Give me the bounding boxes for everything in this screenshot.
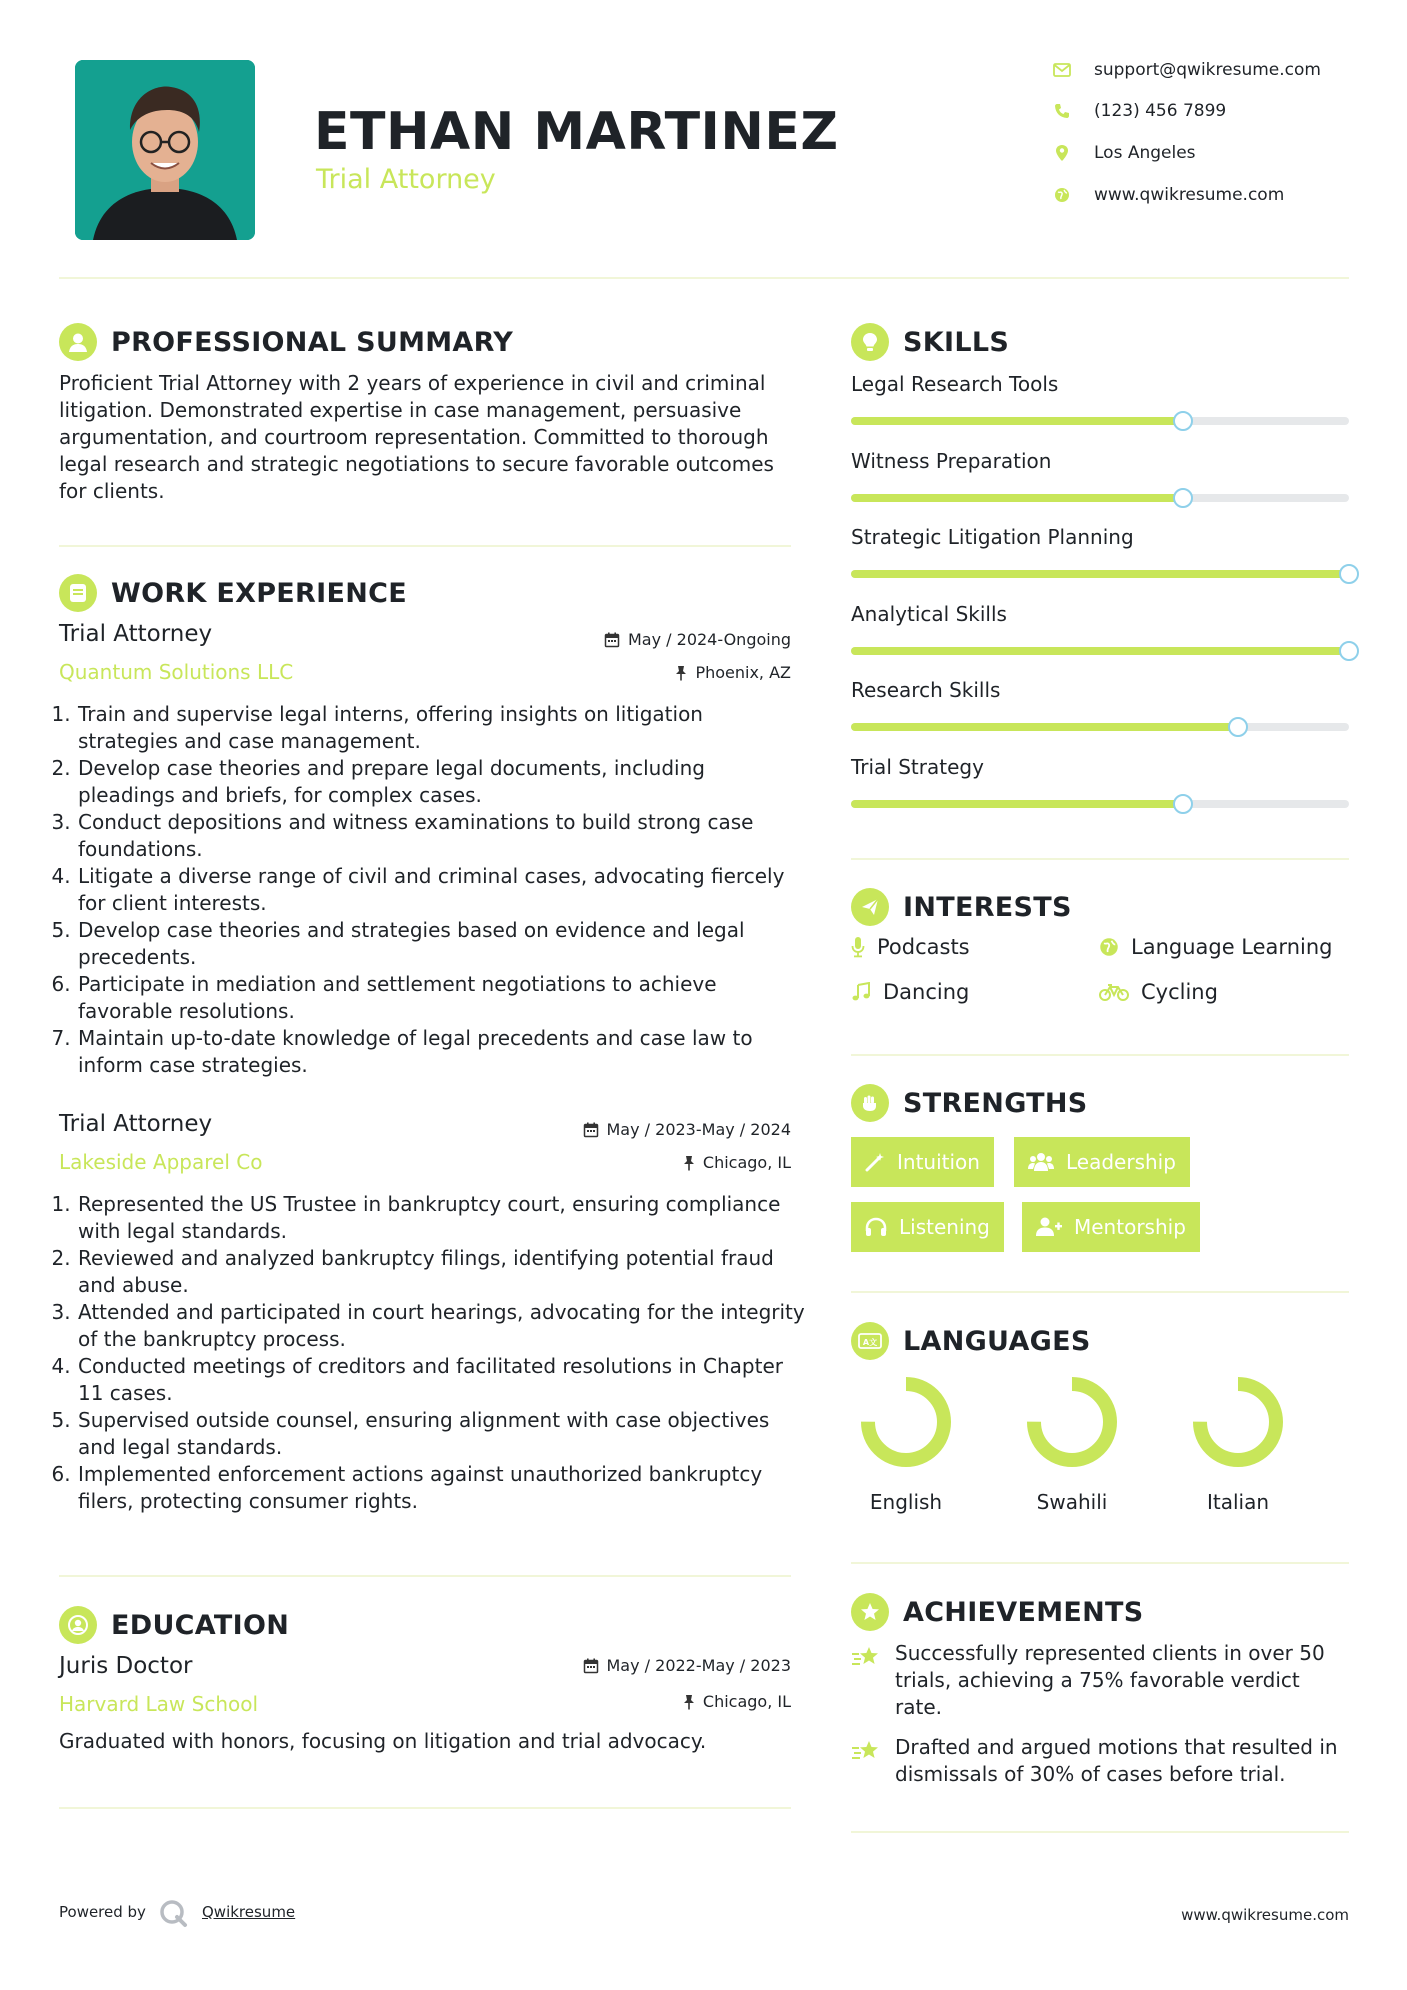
- interest-language-learning: [1099, 935, 1332, 959]
- list-item: 7. Maintain up-to-date knowledge of legal precedents and case law to inform case strategies.: [77, 1025, 807, 1079]
- achievement-text: Drafted and argued motions that resulted in dismissals of 30% of cases before trial.: [895, 1735, 1338, 1786]
- job-1-title: Trial Attorney: [59, 621, 213, 647]
- contact-location: [1052, 138, 1382, 168]
- contact-email-text: support@qwikresume.com: [1094, 60, 1321, 80]
- interests-header: [851, 887, 1072, 927]
- list-item: 2. Develop case theories and prepare legal documents, including pleadings and briefs, for complex cases.: [77, 755, 807, 809]
- education-dates-text: May / 2022-May / 2023: [606, 1656, 791, 1675]
- skill-bar-fill: [851, 494, 1183, 502]
- briefcase-icon: [59, 574, 97, 612]
- translate-icon: [851, 1322, 889, 1360]
- languages-divider: [851, 1562, 1349, 1564]
- job-1-location: [500, 663, 791, 682]
- skill-bar-track: [851, 723, 1349, 731]
- skill-label: Trial Strategy: [851, 754, 984, 779]
- skill-level-knob: [1339, 641, 1359, 661]
- footer-website-link[interactable]: www.qwikresume.com: [1181, 1906, 1349, 1924]
- skill-level-knob: [1173, 794, 1193, 814]
- globe-icon: [1099, 937, 1119, 957]
- list-item: 4. Conducted meetings of creditors and facilitated resolutions in Chapter 11 cases.: [77, 1353, 807, 1407]
- list-item: 5. Develop case theories and strategies based on evidence and legal precedents.: [77, 917, 807, 971]
- language-gauge-arc: [1200, 1384, 1276, 1460]
- achievement-text: Successfully represented clients in over 50 trials, achieving a 75% favorable verdict rate.: [895, 1641, 1325, 1719]
- language-label: English: [869, 1490, 943, 1514]
- strength-chip-listening: [851, 1202, 1004, 1252]
- envelope-icon: [1052, 60, 1072, 80]
- strength-chip-intuition: [851, 1137, 994, 1187]
- interests-title: INTERESTS: [903, 891, 1072, 923]
- pushpin-icon: [683, 1694, 695, 1710]
- skill-bar-fill: [851, 417, 1183, 425]
- summary-divider: [59, 545, 791, 547]
- shooting-star-icon: [851, 1644, 881, 1670]
- strength-label: Listening: [899, 1215, 990, 1239]
- achievement-item: [851, 1640, 1351, 1721]
- contact-email[interactable]: [1052, 55, 1382, 85]
- skill-level-knob: [1173, 488, 1193, 508]
- contact-phone-text: (123) 456 7899: [1094, 101, 1227, 121]
- strength-chip-leadership: [1014, 1137, 1190, 1187]
- interests-divider: [851, 1054, 1349, 1056]
- education-location-text: Chicago, IL: [702, 1692, 791, 1711]
- list-item: 3. Conduct depositions and witness examinations to build strong case foundations.: [77, 809, 807, 863]
- calendar-icon: [583, 1658, 599, 1674]
- job-2-location-text: Chicago, IL: [702, 1153, 791, 1172]
- summary-text: Proficient Trial Attorney with 2 years of experience in civil and criminal litigation. Demonstrated expertise in case management, persuasive argumentation, and courtroom representation. Committed to thorough legal research and strategic negotiations to secure favorable outcomes for clients.: [59, 371, 774, 503]
- education-note: Graduated with honors, focusing on litigation and trial advocacy.: [59, 1729, 707, 1753]
- magic-wand-icon: [865, 1152, 885, 1172]
- achievement-item: [851, 1734, 1351, 1788]
- education-dates: [500, 1656, 791, 1675]
- fist-icon: [851, 1084, 889, 1122]
- map-pin-icon: [1052, 143, 1072, 163]
- strength-label: Mentorship: [1074, 1215, 1186, 1239]
- skill-bar-track: [851, 647, 1349, 655]
- strength-label: Leadership: [1066, 1150, 1176, 1174]
- skill-bar-fill: [851, 647, 1349, 655]
- list-item: 6. Implemented enforcement actions against unauthorized bankruptcy filers, protecting consumer rights.: [77, 1461, 807, 1515]
- skill-label: Witness Preparation: [851, 448, 1052, 473]
- skill-bar-fill: [851, 723, 1238, 731]
- contact-location-text: Los Angeles: [1094, 143, 1196, 163]
- users-icon: [1028, 1152, 1054, 1172]
- skill-label: Strategic Litigation Planning: [851, 525, 1134, 549]
- job-2-dates: [500, 1120, 791, 1139]
- candidate-name: ETHAN MARTINEZ: [314, 102, 839, 162]
- lightbulb-icon: [851, 323, 889, 361]
- strength-label: Intuition: [897, 1150, 980, 1174]
- job-2-title: Trial Attorney: [59, 1111, 213, 1137]
- list-item: 3. Attended and participated in court hearings, advocating for the integrity of the bankruptcy process.: [77, 1299, 807, 1353]
- list-item: 4. Litigate a diverse range of civil and criminal cases, advocating fiercely for client interests.: [77, 863, 807, 917]
- experience-divider: [59, 1575, 791, 1577]
- strength-chip-mentorship: [1022, 1202, 1200, 1252]
- job-2-location: [500, 1153, 791, 1172]
- contact-website-text: www.qwikresume.com: [1094, 185, 1285, 205]
- job-2-dates-text: May / 2023-May / 2024: [606, 1120, 791, 1139]
- candidate-role: Trial Attorney: [316, 164, 496, 195]
- strengths-title: STRENGTHS: [903, 1087, 1088, 1119]
- globe-icon: [1052, 185, 1072, 205]
- education-location: [500, 1692, 791, 1711]
- skill-bar-track: [851, 417, 1349, 425]
- job-1-dates-text: May / 2024-Ongoing: [628, 630, 791, 649]
- language-label: Italian: [1206, 1490, 1270, 1514]
- education-header: [59, 1605, 289, 1645]
- skill-label: Research Skills: [851, 678, 1001, 702]
- headphones-icon: [865, 1217, 887, 1237]
- job-1-bullets: [59, 701, 807, 1079]
- qwikresume-brand-link[interactable]: Qwikresume: [202, 1903, 296, 1921]
- language-gauge: [851, 1367, 961, 1477]
- shooting-star-icon: [851, 1738, 881, 1764]
- interest-cycling: [1099, 980, 1218, 1004]
- user-plus-icon: [1036, 1217, 1062, 1237]
- skill-label: Analytical Skills: [851, 601, 1007, 626]
- languages-header: [851, 1321, 1091, 1361]
- education-degree: Juris Doctor: [59, 1653, 193, 1679]
- profile-photo: [75, 60, 255, 240]
- star-icon: [851, 1593, 889, 1631]
- pushpin-icon: [675, 665, 687, 681]
- job-1-dates: [500, 630, 791, 649]
- paper-plane-icon: [851, 888, 889, 926]
- qwikresume-logo-icon: [158, 1898, 188, 1928]
- contact-phone[interactable]: [1052, 96, 1382, 126]
- education-school: Harvard Law School: [59, 1692, 259, 1716]
- interest-dancing: [851, 980, 969, 1004]
- skill-bar-track: [851, 800, 1349, 808]
- achievements-header: [851, 1592, 1144, 1632]
- music-note-icon: [851, 982, 871, 1002]
- list-item: 2. Reviewed and analyzed bankruptcy filings, identifying potential fraud and abuse.: [77, 1245, 807, 1299]
- skills-title: SKILLS: [903, 326, 1010, 358]
- list-item: 1. Train and supervise legal interns, offering insights on litigation strategies and case management.: [77, 701, 807, 755]
- skill-bar-track: [851, 494, 1349, 502]
- languages-title: LANGUAGES: [903, 1325, 1091, 1357]
- skills-divider: [851, 858, 1349, 860]
- list-item: 6. Participate in mediation and settlement negotiations to achieve favorable resolutions.: [77, 971, 807, 1025]
- language-label: Swahili: [1036, 1490, 1108, 1514]
- interest-label: Dancing: [883, 980, 970, 1004]
- job-1-location-text: Phoenix, AZ: [695, 663, 791, 682]
- graduation-icon: [59, 1606, 97, 1644]
- summary-title: PROFESSIONAL SUMMARY: [111, 326, 514, 358]
- experience-title: WORK EXPERIENCE: [111, 577, 407, 609]
- language-gauge-arc: [1034, 1384, 1110, 1460]
- skill-label: Legal Research Tools: [851, 372, 1059, 396]
- language-gauge-arc: [868, 1384, 944, 1460]
- education-title: EDUCATION: [111, 1609, 290, 1641]
- skill-level-knob: [1173, 411, 1193, 431]
- language-gauge: [1017, 1367, 1127, 1477]
- skill-bar-track: [851, 570, 1349, 578]
- education-divider: [59, 1807, 791, 1809]
- language-gauge: [1183, 1367, 1293, 1477]
- skill-bar-fill: [851, 570, 1349, 578]
- job-1-company: Quantum Solutions LLC: [59, 660, 294, 684]
- interest-label: Language Learning: [1131, 935, 1333, 959]
- achievements-divider: [851, 1831, 1349, 1833]
- phone-icon: [1052, 101, 1072, 121]
- microphone-icon: [851, 936, 865, 958]
- summary-header: [59, 322, 513, 362]
- user-icon: [59, 323, 97, 361]
- pushpin-icon: [683, 1155, 695, 1171]
- interest-podcasts: [851, 935, 970, 959]
- job-2-company: Lakeside Apparel Co: [59, 1150, 263, 1174]
- interest-label: Cycling: [1141, 980, 1218, 1004]
- skill-level-knob: [1339, 564, 1359, 584]
- bicycle-icon: [1099, 982, 1129, 1002]
- list-item: 1. Represented the US Trustee in bankruptcy court, ensuring compliance with legal standards.: [77, 1191, 807, 1245]
- powered-by-label: Powered by: [59, 1903, 146, 1921]
- achievements-title: ACHIEVEMENTS: [903, 1596, 1144, 1628]
- interest-label: Podcasts: [877, 935, 970, 959]
- job-2-bullets: [59, 1191, 807, 1515]
- strengths-divider: [851, 1291, 1349, 1293]
- list-item: 5. Supervised outside counsel, ensuring alignment with case objectives and legal standards.: [77, 1407, 807, 1461]
- svg-text:A文: A文: [862, 1338, 878, 1347]
- strengths-header: [851, 1083, 1088, 1123]
- calendar-icon: [604, 632, 620, 648]
- skill-bar-fill: [851, 800, 1183, 808]
- experience-header: [59, 573, 407, 613]
- skills-header: [851, 322, 1009, 362]
- contact-website[interactable]: [1052, 180, 1382, 210]
- calendar-icon: [583, 1122, 599, 1138]
- skill-level-knob: [1228, 717, 1248, 737]
- header-divider: [59, 277, 1349, 279]
